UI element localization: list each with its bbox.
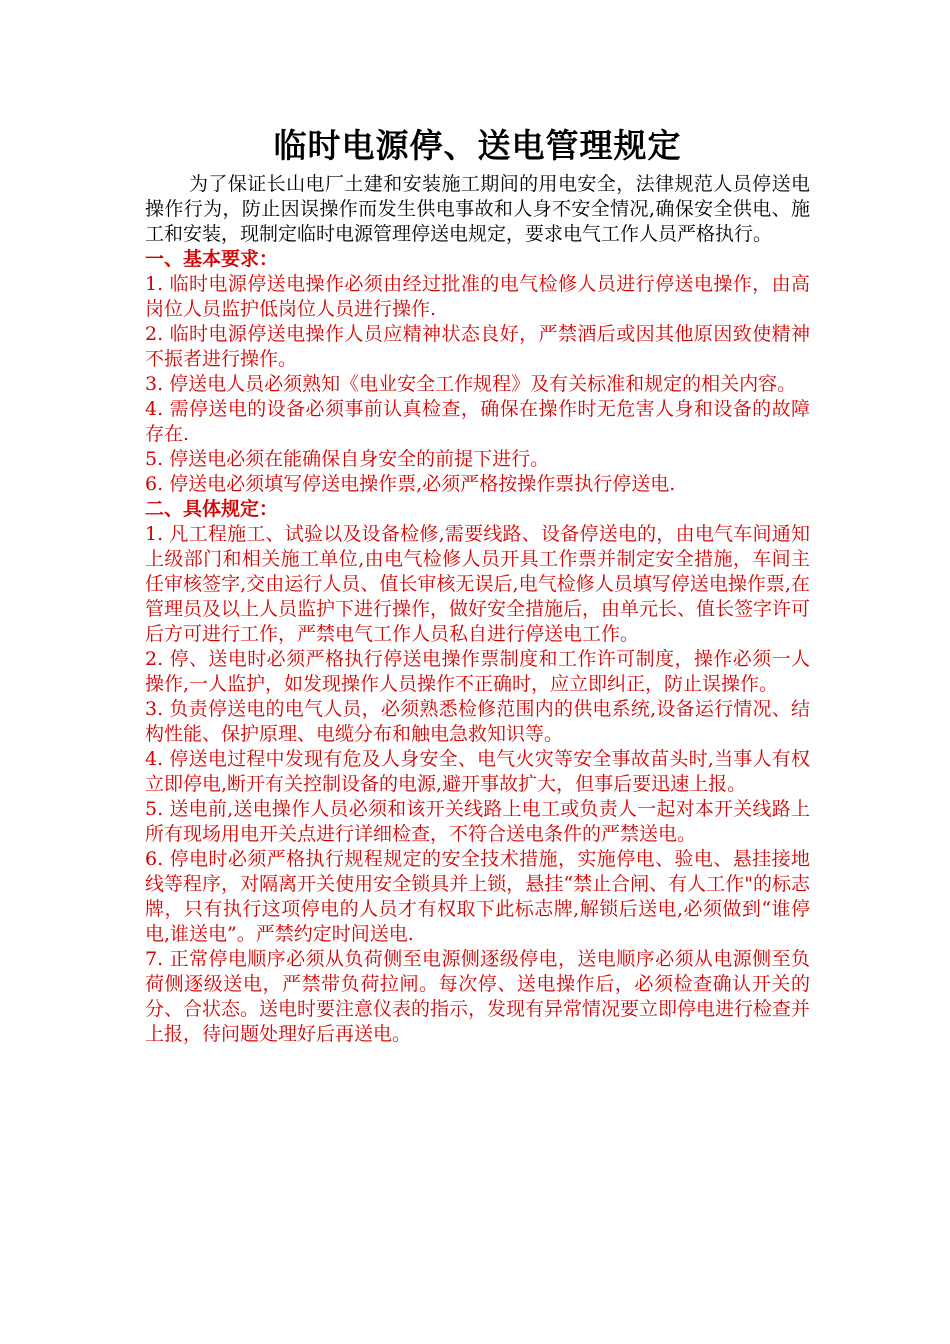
section-specific-rules (145, 497, 810, 1047)
list-item: 7. 正常停电顺序必须从负荷侧至电源侧逐级停电，送电顺序必须从电源侧至负荷侧逐级送电，严禁带负荷拉闸。每次停、送电操作后，必须检查确认开关的分、合状态。送电时要注意仪表的指示，发现有异常情况要立即停电进行检查并上报，待问题处理好后再送电。 (145, 948, 811, 1045)
list-item: 6. 停电时必须严格执行规程规定的安全技术措施，实施停电、验电、悬挂接地线等程序，对隔离开关使用安全锁具并上锁，悬挂“禁止合闸、有人工作"的标志牌，只有执行这项停电的人员才有权取下此标志牌,解锁后送电,必须做到“谁停电,谁送电”。严禁约定时间送电. (145, 848, 810, 945)
section-heading: 二、具体规定： (145, 498, 279, 520)
document-page (145, 126, 810, 1047)
list-item: 1. 临时电源停送电操作必须由经过批准的电气检修人员进行停送电操作，由高岗位人员监护低岗位人员进行操作. (145, 273, 810, 320)
intro-paragraph: 为了保证长山电厂土建和安装施工期间的用电安全，法律规范人员停送电操作行为，防止因误操作而发生供电事故和人身不安全情况,确保安全供电、施工和安装，现制定临时电源管理停送电规定，要求电气工作人员严格执行。 (145, 173, 810, 245)
list-item: 5. 停送电必须在能确保自身安全的前提下进行。 (145, 448, 550, 470)
section-heading: 一、基本要求： (145, 248, 279, 270)
list-item: 4. 停送电过程中发现有危及人身安全、电气火灾等安全事故苗头时,当事人有权立即停电,断开有关控制设备的电源,避开事故扩大，但事后要迅速上报。 (145, 748, 810, 795)
list-item: 5. 送电前,送电操作人员必须和该开关线路上电工或负责人一起对本开关线路上所有现场用电开关点进行详细检查，不符合送电条件的严禁送电。 (145, 798, 810, 845)
list-item: 2. 临时电源停送电操作人员应精神状态良好，严禁酒后或因其他原因致使精神不振者进行操作。 (145, 323, 810, 370)
section-basic-requirements (145, 247, 810, 497)
document-title: 临时电源停、送电管理规定 (273, 126, 682, 165)
list-item: 2. 停、送电时必须严格执行停送电操作票制度和工作许可制度，操作必须一人操作,一人监护，如发现操作人员操作不正确时，应立即纠正，防止误操作。 (145, 648, 810, 695)
list-item: 3. 负责停送电的电气人员，必须熟悉检修范围内的供电系统,设备运行情况、结构性能、保护原理、电缆分布和触电急救知识等。 (145, 698, 810, 745)
list-item: 1. 凡工程施工、试验以及设备检修,需要线路、设备停送电的，由电气车间通知上级部门和相关施工单位,由电气检修人员开具工作票并制定安全措施，车间主任审核签字,交由运行人员、值长审核无误后,电气检修人员填写停送电操作票,在管理员及以上人员监护下进行操作，做好安全措施后，由单元长、值长签字许可后方可进行工作，严禁电气工作人员私自进行停送电工作。 (145, 523, 811, 645)
list-item: 6. 停送电必须填写停送电操作票,必须严格按操作票执行停送电. (145, 473, 676, 495)
list-item: 4. 需停送电的设备必须事前认真检查，确保在操作时无危害人身和设备的故障存在. (145, 398, 810, 445)
list-item: 3. 停送电人员必须熟知《电业安全工作规程》及有关标准和规定的相关内容。 (145, 373, 797, 395)
